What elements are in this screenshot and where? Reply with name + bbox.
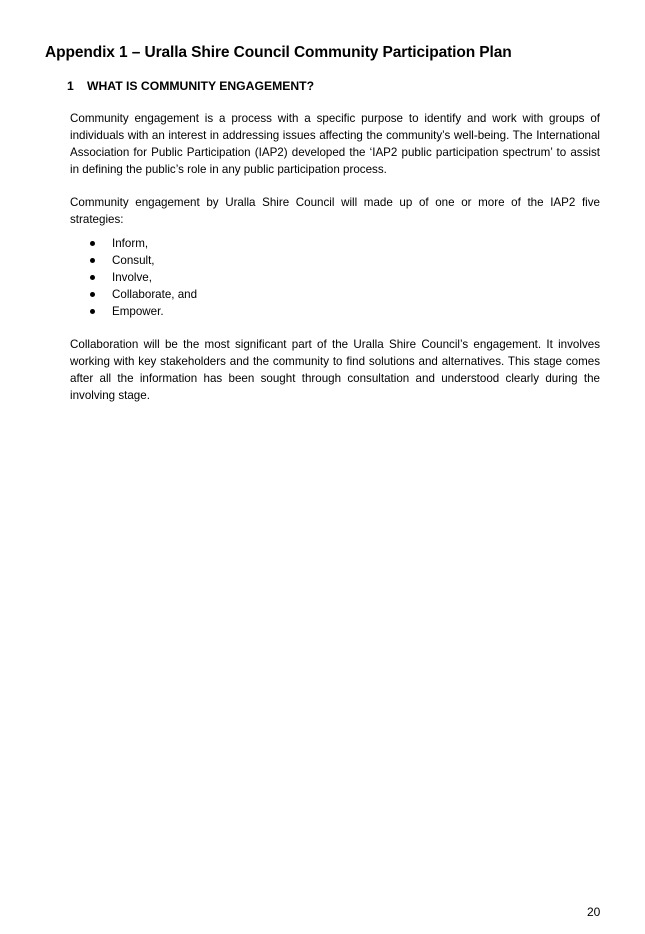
- strategy-label: Collaborate, and: [112, 288, 198, 301]
- strategies-lead-paragraph: Community engagement by Uralla Shire Council will made up of one or more of the IAP2 five strategies:: [70, 196, 600, 226]
- section-number: 1: [67, 79, 74, 93]
- list-item: [88, 269, 197, 286]
- section-heading: [67, 79, 314, 93]
- list-item: [88, 303, 197, 320]
- collaboration-paragraph: Collaboration will be the most significant part of the Uralla Shire Council’s engagement. It involves working with key stakeholders and the community to find solutions and alternatives. This stage comes after all the information has been sought through consultation and understood clearly during the involving stage.: [70, 338, 600, 402]
- appendix-title: Appendix 1 – Uralla Shire Council Community Participation Plan: [45, 44, 512, 61]
- list-item: [88, 252, 197, 269]
- bullet-icon: [90, 241, 95, 246]
- collaboration-paragraph-block: [70, 336, 600, 404]
- page-number: 20: [587, 905, 601, 919]
- list-item: [88, 235, 197, 252]
- section-heading-text: WHAT IS COMMUNITY ENGAGEMENT?: [87, 79, 315, 93]
- intro-paragraph: Community engagement is a process with a specific purpose to identify and work with groups of individuals with an interest in addressing issues affecting the community’s well-being. The International Association for Public Participation (IAP2) developed the ‘IAP2 public participation spectrum’ to assist in defining the public’s role in any public participation process.: [70, 112, 600, 176]
- strategy-label: Involve,: [112, 271, 152, 284]
- strategy-label: Empower.: [112, 305, 164, 318]
- list-item: [88, 286, 197, 303]
- strategies-list: [88, 235, 197, 320]
- bullet-icon: [90, 258, 95, 263]
- intro-paragraph-block: [70, 110, 600, 178]
- bullet-icon: [90, 309, 95, 314]
- bullet-icon: [90, 292, 95, 297]
- bullet-icon: [90, 275, 95, 280]
- strategy-label: Consult,: [112, 254, 155, 267]
- strategy-label: Inform,: [112, 237, 149, 250]
- strategies-lead-block: [70, 194, 600, 228]
